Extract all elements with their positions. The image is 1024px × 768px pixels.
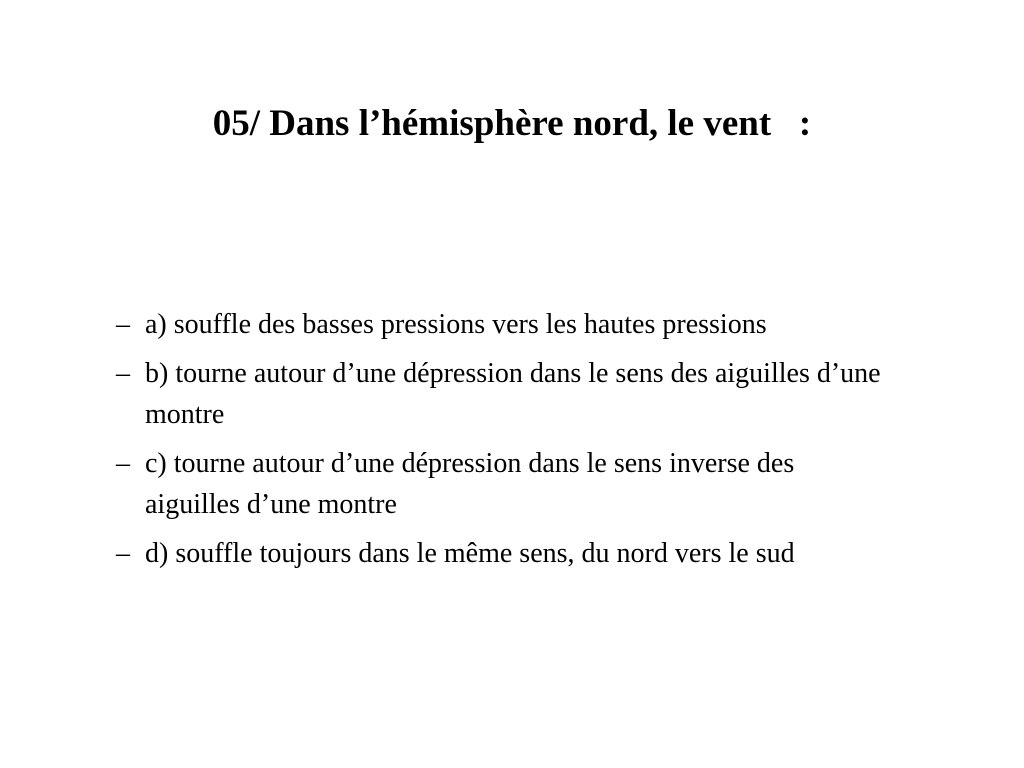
slide-title: 05/ Dans l’hémisphère nord, le vent : xyxy=(212,103,812,144)
answer-option-c xyxy=(116,443,896,525)
answer-option-d xyxy=(116,533,896,574)
answer-option-text: a) souffle des basses pressions vers les hautes pressions xyxy=(145,309,767,340)
bullet-dash: – xyxy=(116,448,130,479)
answer-option-a xyxy=(116,304,896,345)
bullet-dash: – xyxy=(116,309,130,340)
bullet-dash: – xyxy=(116,358,130,389)
answer-option-text: c) tourne autour d’une dépression dans le sens inverse des aiguilles d’une montre xyxy=(145,448,795,520)
answer-option-text: d) souffle toujours dans le même sens, du nord vers le sud xyxy=(145,538,795,569)
answer-option-text: b) tourne autour d’une dépression dans le sens des aiguilles d’une montre xyxy=(145,358,881,430)
answer-option-b xyxy=(116,353,896,435)
answer-options-list xyxy=(116,304,896,582)
bullet-dash: – xyxy=(116,538,130,569)
